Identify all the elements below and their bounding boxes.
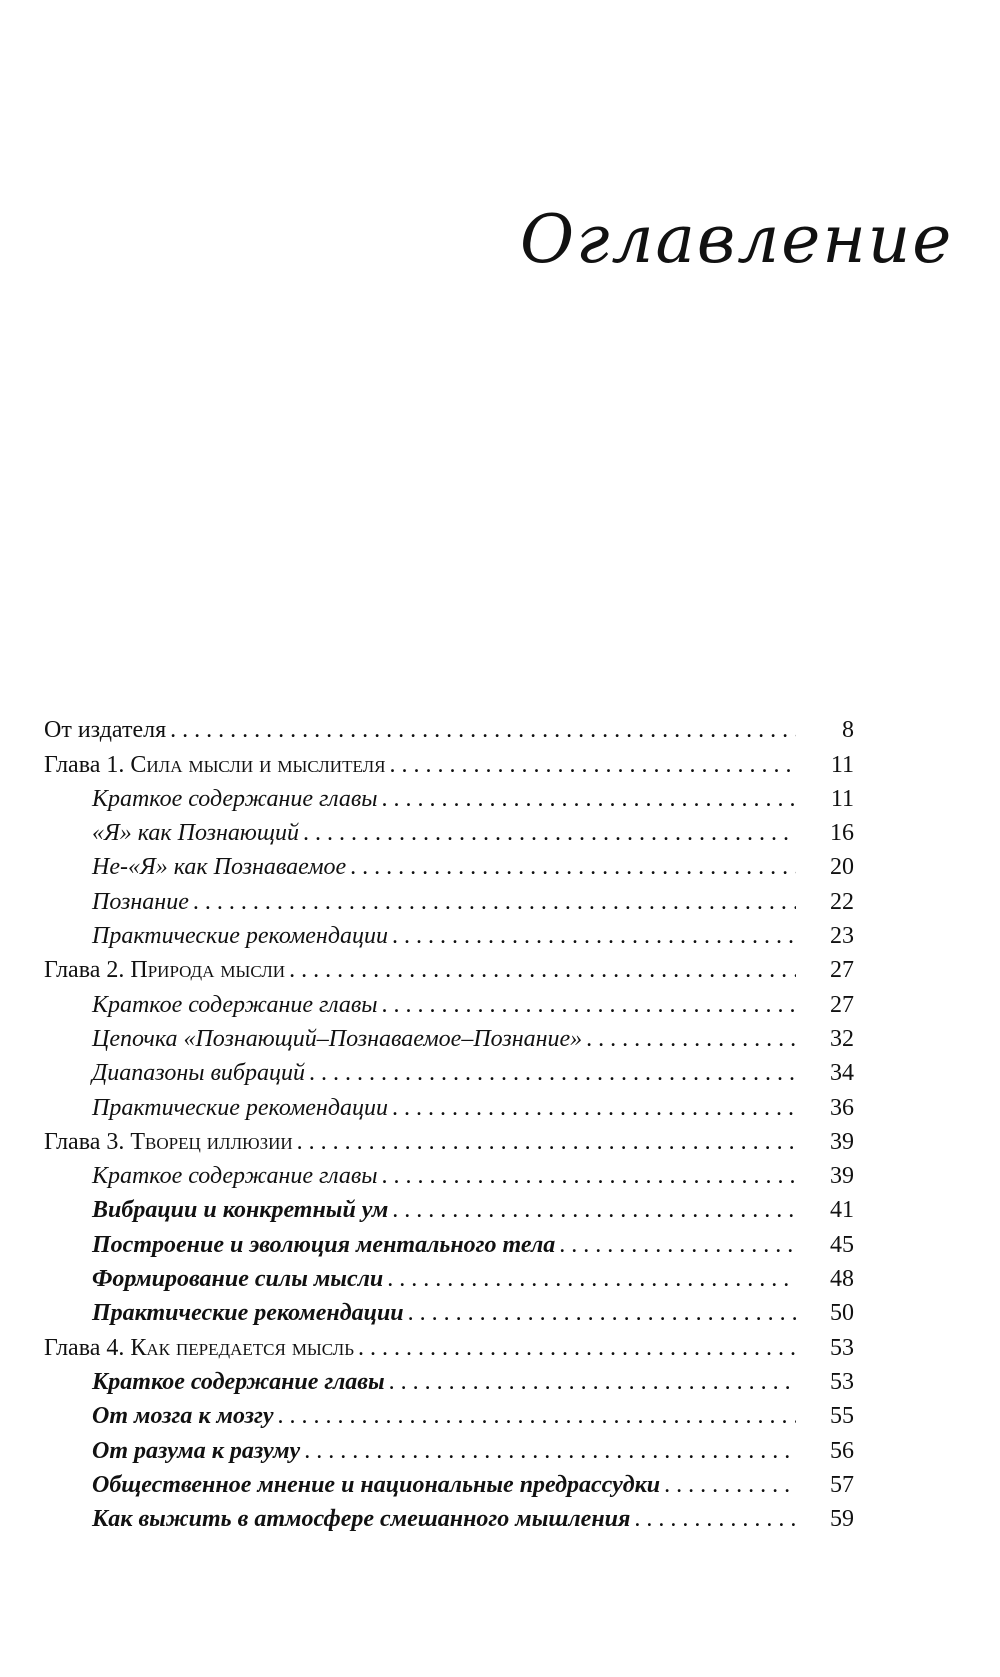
toc-page-number: 55: [830, 1403, 854, 1430]
toc-chapter-entry[interactable]: [44, 745, 854, 779]
toc-chapter-entry[interactable]: [44, 711, 854, 745]
toc-page-number: 36: [830, 1094, 854, 1121]
toc-dot-leader: [664, 1470, 796, 1500]
toc-section-entry[interactable]: [44, 1466, 854, 1500]
toc-section-entry[interactable]: [44, 1225, 854, 1259]
toc-page-number: 27: [830, 991, 854, 1018]
toc-section-entry[interactable]: [44, 1088, 854, 1122]
toc-page-number: 34: [830, 1060, 854, 1087]
toc-entry-title: Формирование силы мысли: [92, 1266, 384, 1293]
toc-dot-leader: [170, 715, 796, 745]
toc-page-number: 41: [830, 1197, 854, 1224]
toc-section-entry[interactable]: [44, 917, 854, 951]
toc-chapter-number: Глава 1.: [44, 751, 125, 778]
toc-dot-leader: [389, 1367, 796, 1397]
toc-chapter-entry[interactable]: [44, 951, 854, 985]
toc-entry-title: [44, 1333, 354, 1363]
toc-entry-title: Построение и эволюция ментального тела: [92, 1231, 556, 1258]
toc-page-number: 16: [830, 820, 854, 847]
toc-section-entry[interactable]: [44, 1054, 854, 1088]
toc-dot-leader: [387, 1264, 796, 1294]
toc-entry-title: [44, 955, 285, 985]
toc-page-number: 23: [830, 923, 854, 950]
toc-chapter-number: От издателя: [44, 717, 167, 744]
toc-entry-title: Практические рекомендации: [92, 1300, 404, 1327]
toc-page-number: 53: [830, 1368, 854, 1395]
toc-chapter-title: Как передается мысль: [124, 1334, 354, 1361]
toc-section-entry[interactable]: [44, 985, 854, 1019]
toc-page-number: 20: [830, 854, 854, 881]
toc-dot-leader: [392, 921, 796, 951]
toc-entry-title: Практические рекомендации: [92, 923, 388, 950]
toc-chapter-title: Сила мысли и мыслителя: [124, 751, 386, 778]
toc-entry-title: Практические рекомендации: [92, 1094, 388, 1121]
toc-entry-title: От разума к разуму: [92, 1437, 301, 1464]
toc-section-entry[interactable]: [44, 780, 854, 814]
toc-dot-leader: [382, 784, 796, 814]
toc-dot-leader: [278, 1401, 796, 1431]
toc-page-number: 45: [830, 1231, 854, 1258]
toc-chapter-entry[interactable]: [44, 1123, 854, 1157]
toc-dot-leader: [193, 887, 796, 917]
toc-section-entry[interactable]: [44, 1020, 854, 1054]
toc-chapter-title: Творец иллюзии: [124, 1128, 293, 1155]
toc-dot-leader: [559, 1230, 796, 1260]
toc-dot-leader: [309, 1058, 796, 1088]
toc-dot-leader: [392, 1093, 796, 1123]
toc-dot-leader: [303, 818, 796, 848]
toc-page-number: 11: [830, 785, 854, 812]
toc-entry-title: Не-«Я» как Познаваемое: [92, 854, 347, 881]
toc-section-entry[interactable]: [44, 1431, 854, 1465]
toc-section-entry[interactable]: [44, 1157, 854, 1191]
toc-page-number: 39: [830, 1128, 854, 1155]
toc-chapter-title: Природа мысли: [124, 957, 286, 984]
toc-dot-leader: [634, 1504, 796, 1534]
toc-section-entry[interactable]: [44, 882, 854, 916]
toc-dot-leader: [350, 852, 796, 882]
toc-entry-title: [44, 715, 166, 745]
toc-section-entry[interactable]: [44, 1363, 854, 1397]
toc-page-number: 22: [830, 888, 854, 915]
toc-dot-leader: [297, 1127, 796, 1157]
toc-entry-title: Краткое содержание главы: [92, 1163, 378, 1190]
toc-page-number: 57: [830, 1471, 854, 1498]
toc-page-number: 8: [842, 717, 854, 744]
toc-page-number: 59: [830, 1506, 854, 1533]
toc-page-number: 50: [830, 1300, 854, 1327]
toc-chapter-number: Глава 3.: [44, 1128, 125, 1155]
toc-entry-title: Цепочка «Познающий–Познаваемое–Познание»: [92, 1025, 583, 1052]
toc-dot-leader: [408, 1298, 796, 1328]
toc-dot-leader: [382, 1161, 796, 1191]
toc-dot-leader: [289, 955, 796, 985]
toc-entry-title: [44, 1127, 293, 1157]
toc-entry-title: «Я» как Познающий: [92, 820, 299, 847]
toc-entry-title: Диапазоны вибраций: [92, 1060, 305, 1087]
page-title: Оглавление: [520, 201, 954, 278]
toc-page-number: 48: [830, 1266, 854, 1293]
toc-chapter-number: Глава 2.: [44, 957, 125, 984]
toc-dot-leader: [304, 1436, 796, 1466]
toc-chapter-number: Глава 4.: [44, 1334, 125, 1361]
toc-section-entry[interactable]: [44, 1397, 854, 1431]
toc-page-number: 53: [830, 1334, 854, 1361]
toc-section-entry[interactable]: [44, 1260, 854, 1294]
toc-entry-title: Познание: [92, 888, 189, 915]
toc-entry-title: Краткое содержание главы: [92, 785, 378, 812]
toc-section-entry[interactable]: [44, 814, 854, 848]
toc-dot-leader: [382, 990, 796, 1020]
toc-entry-title: Краткое содержание главы: [92, 991, 378, 1018]
toc-page-number: 39: [830, 1163, 854, 1190]
toc-section-entry[interactable]: [44, 848, 854, 882]
toc-entry-title: Краткое содержание главы: [92, 1368, 385, 1395]
toc-entry-title: Вибрации и конкретный ум: [92, 1197, 389, 1224]
toc-dot-leader: [358, 1333, 796, 1363]
toc-page-number: 27: [830, 957, 854, 984]
toc-entry-title: Общественное мнение и национальные предрассудки: [92, 1471, 661, 1498]
toc-page-number: 32: [830, 1025, 854, 1052]
toc-dot-leader: [392, 1195, 796, 1225]
toc-entry-title: [44, 750, 385, 780]
toc-entry-title: От мозга к мозгу: [92, 1403, 274, 1430]
toc-entry-title: Как выжить в атмосфере смешанного мышления: [92, 1506, 631, 1533]
toc-dot-leader: [586, 1024, 796, 1054]
toc-section-entry[interactable]: [44, 1191, 854, 1225]
table-of-contents: [44, 711, 854, 1534]
toc-chapter-entry[interactable]: [44, 1328, 854, 1362]
toc-dot-leader: [389, 750, 796, 780]
toc-section-entry[interactable]: [44, 1500, 854, 1534]
toc-section-entry[interactable]: [44, 1294, 854, 1328]
toc-page-number: 56: [830, 1437, 854, 1464]
toc-page-number: 11: [830, 751, 854, 778]
